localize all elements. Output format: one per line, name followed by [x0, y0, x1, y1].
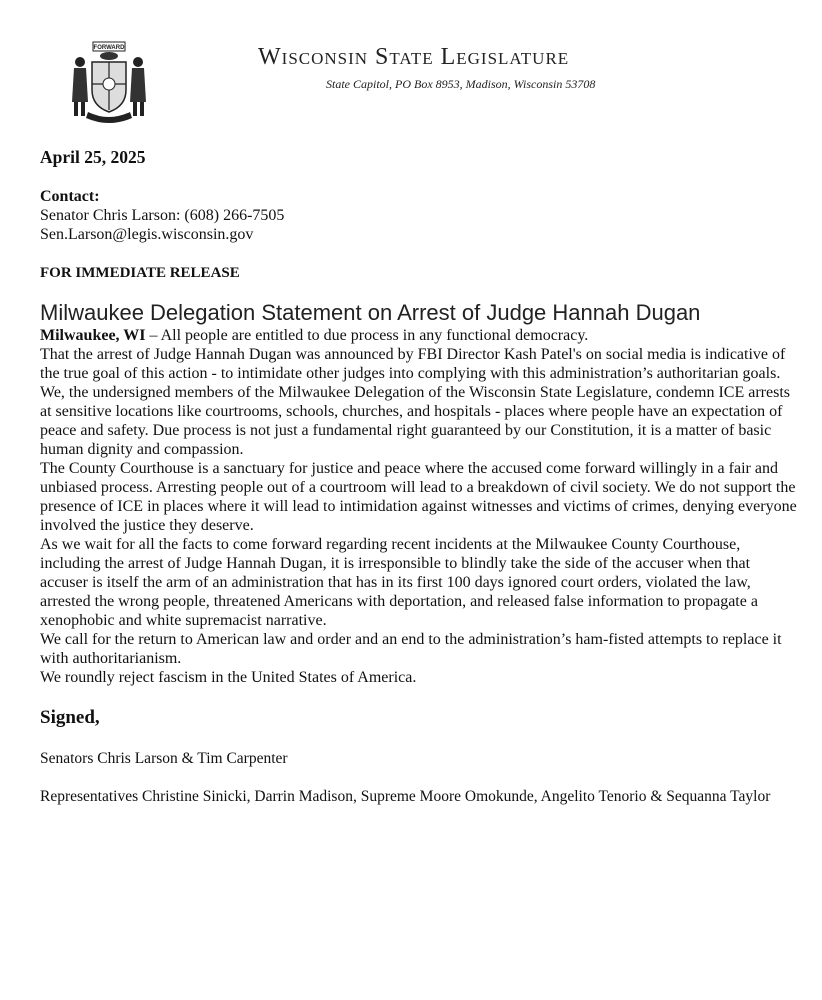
- senators-signatories: Senators Chris Larson & Tim Carpenter: [40, 750, 288, 767]
- contact-phone: Senator Chris Larson: (608) 266-7505: [40, 207, 285, 224]
- paragraph-7: We roundly reject fascism in the United States of America.: [40, 669, 417, 686]
- paragraph-5: As we wait for all the facts to come forward regarding recent incidents at the Milwaukee County Courthouse, including the arrest of Judge Hannah Dugan, it is irresponsible to blindly take the side of the accuser when that accuser is itself the arm of an administration that has in its first 100 days ignored court orders, violated the law, arrested the wrong people, threatened Americans with deportation, and released false information to propagate a xenophobic and white supremacist narrative.: [40, 536, 758, 629]
- paragraph-3: We, the undersigned members of the Milwaukee Delegation of the Wisconsin State Legislature, condemn ICE arrests at sensitive locations like courtrooms, schools, churches, and hospitals - places where people have an expectation of peace and safety. Due process is not just a fundamental right guaranteed by our Constitution, it is a matter of basic human dignity and compassion.: [40, 384, 790, 458]
- state-seal-logo: [68, 40, 150, 126]
- press-release-body: [40, 148, 800, 806]
- representatives-signatories: Representatives Christine Sinicki, Darrin Madison, Supreme Moore Omokunde, Angelito Tenorio & Sequanna Taylor: [40, 788, 771, 805]
- contact-block: [40, 187, 800, 244]
- legislature-title: Wisconsin State Legislature: [258, 44, 570, 70]
- contact-label: Contact:: [40, 188, 100, 205]
- contact-email: Sen.Larson@legis.wisconsin.gov: [40, 226, 254, 243]
- paragraph-4: The County Courthouse is a sanctuary for justice and peace where the accused come forward willingly in a fair and unbiased process. Arresting people out of a courtroom will lead to a breakdown of civil society. We do not support the presence of ICE in places where it will lead to intimidation against witnesses and victims of crimes, denying everyone involved the justice they deserve.: [40, 460, 797, 534]
- paragraph-1: [40, 326, 800, 345]
- paragraph-6: We call for the return to American law and order and an end to the administration’s ham-fisted attempts to replace it with authoritarianism.: [40, 631, 782, 667]
- release-label: FOR IMMEDIATE RELEASE: [40, 265, 240, 281]
- release-date: April 25, 2025: [40, 147, 146, 167]
- signed-heading: Signed,: [40, 707, 100, 728]
- paragraph-2: That the arrest of Judge Hannah Dugan was announced by FBI Director Kash Patel's on social media is indicative of the true goal of this action - to intimidate other judges into complying with this administration’s authoritarian goals.: [40, 346, 786, 382]
- seal-banner-text: FORWARD: [93, 45, 125, 51]
- paragraph-1-text: – All people are entitled to due process in any functional democracy.: [145, 327, 589, 344]
- headline: Milwaukee Delegation Statement on Arrest of Judge Hannah Dugan: [40, 300, 701, 325]
- legislature-address: State Capitol, PO Box 8953, Madison, Wisconsin 53708: [326, 77, 596, 91]
- dateline-location: Milwaukee, WI: [40, 327, 146, 344]
